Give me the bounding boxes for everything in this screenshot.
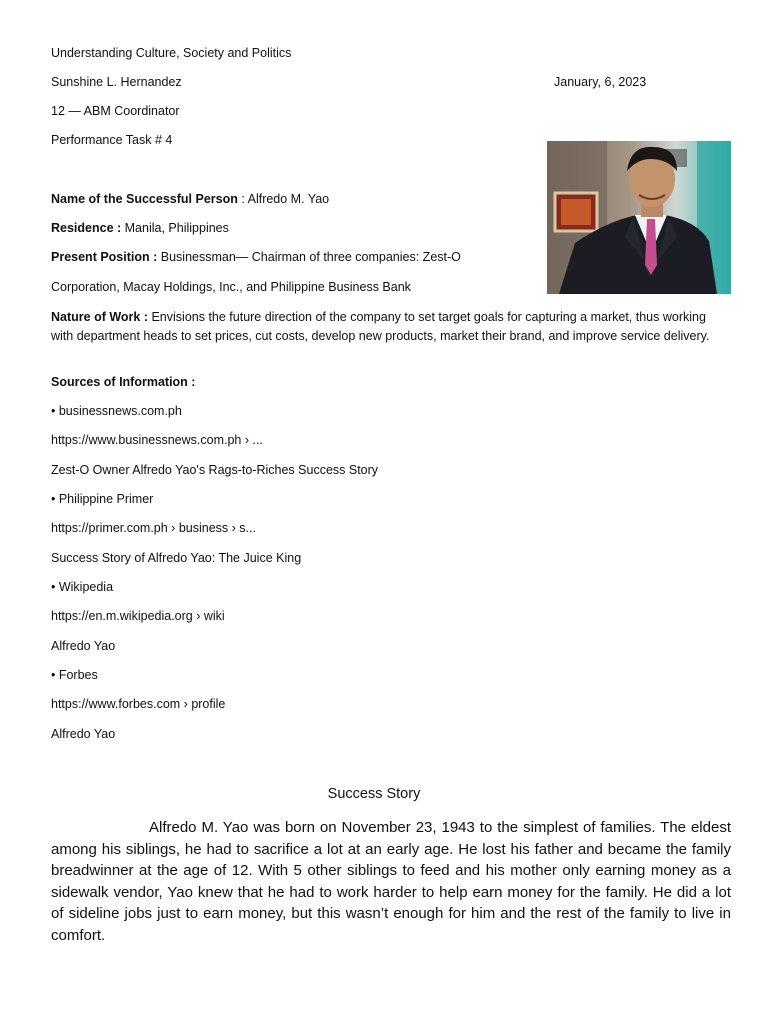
source-item: • Wikipedia (51, 580, 114, 594)
source-item: Success Story of Alfredo Yao: The Juice King (51, 551, 302, 565)
portrait-photo (547, 141, 731, 294)
story-body (51, 817, 731, 947)
student-name: Sunshine L. Hernandez (51, 75, 182, 89)
source-item[interactable]: https://en.m.wikipedia.org › wiki (51, 609, 225, 623)
nature-of-work (51, 308, 731, 345)
work-value: Envisions the future direction of the company to set target goals for capturing a market, thus working with department heads to set prices, cut costs, develop new products, market their brand, and improve service delivery. (51, 310, 710, 343)
residence-label: Residence : (51, 221, 122, 235)
source-item: • businessnews.com.ph (51, 404, 182, 418)
name-line (51, 192, 329, 207)
position-value: Businessman— Chairman of three companies: Zest-O (157, 250, 461, 264)
source-item: Alfredo Yao (51, 727, 116, 741)
source-item[interactable]: https://www.forbes.com › profile (51, 697, 226, 711)
task-line: Performance Task # 4 (51, 133, 173, 147)
name-label: Name of the Successful Person (51, 192, 238, 206)
residence-line (51, 221, 229, 236)
name-value: : Alfredo M. Yao (237, 192, 330, 206)
position-line-2: Corporation, Macay Holdings, Inc., and Philippine Business Bank (51, 280, 411, 294)
work-label: Nature of Work : (51, 310, 148, 324)
course-title: Understanding Culture, Society and Politics (51, 46, 292, 60)
sources-label: Sources of Information : (51, 375, 196, 389)
position-line (51, 250, 461, 265)
source-item: • Forbes (51, 668, 98, 682)
source-item: • Philippine Primer (51, 492, 154, 506)
story-title: Success Story (327, 786, 421, 802)
document-date: January, 6, 2023 (554, 75, 647, 89)
section-line: 12 — ABM Coordinator (51, 104, 180, 118)
source-item: Zest-O Owner Alfredo Yao's Rags-to-Riches Success Story (51, 463, 379, 477)
source-item[interactable]: https://primer.com.ph › business › s... (51, 521, 256, 535)
residence-value: Manila, Philippines (121, 221, 229, 235)
source-item: Alfredo Yao (51, 639, 116, 653)
source-item[interactable]: https://www.businessnews.com.ph › ... (51, 433, 263, 447)
story-text: Alfredo M. Yao was born on November 23, 1943 to the simplest of families. The eldest among his siblings, he had to sacrifice a lot at an early age. He lost his father and became the family breadwinner at the age of 12. With 5 other siblings to feed and his mother only earning money as a sidewalk vendor, Yao knew that he had to work harder to help earn money for the family. He did a lot of sideline jobs just to earn money, but this wasn’t enough for him and the rest of the family to live in comfort. (51, 819, 731, 944)
position-label: Present Position : (51, 250, 158, 264)
